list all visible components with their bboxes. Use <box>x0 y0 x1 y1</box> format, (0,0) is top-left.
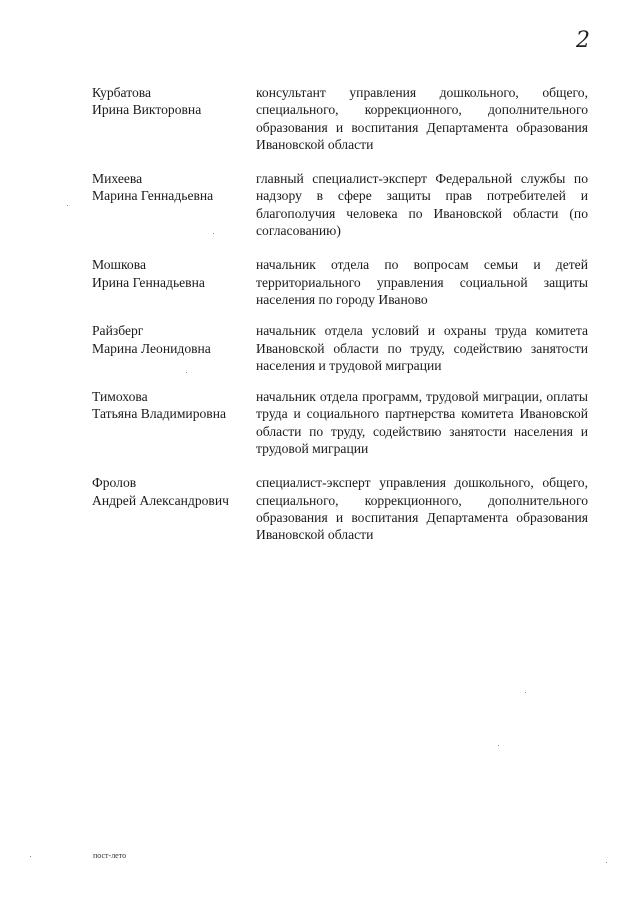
member-name <box>92 84 256 153</box>
scan-speck <box>525 692 526 693</box>
scan-speck <box>606 862 607 863</box>
member-name <box>92 170 256 239</box>
member-surname: Тимохова <box>92 389 148 405</box>
members-list <box>92 84 588 561</box>
member-surname: Мошкова <box>92 257 146 273</box>
member-entry <box>92 474 588 543</box>
member-entry <box>92 322 588 374</box>
member-surname: Райзберг <box>92 323 144 339</box>
member-name <box>92 388 256 457</box>
page-number: 2 <box>576 28 590 53</box>
member-entry <box>92 170 588 239</box>
member-role: начальник отдела условий и охраны труда комитета Ивановской области по труду, содействию занятости населения и трудовой миграции <box>256 323 588 373</box>
member-given-names: Марина Леонидовна <box>92 340 211 356</box>
member-role: консультант управления дошкольного, общего, специального, коррекционного, дополнительного образования и воспитания Департамента образования Ивановской области <box>256 85 588 152</box>
member-name <box>92 256 256 308</box>
scan-speck <box>186 372 187 373</box>
member-entry <box>92 388 588 457</box>
member-given-names: Ирина Викторовна <box>92 102 202 118</box>
member-given-names: Марина Геннадьевна <box>92 188 214 204</box>
member-surname: Михеева <box>92 171 143 187</box>
footer-document-code: пост-лето <box>93 851 127 860</box>
member-given-names: Татьяна Владимировна <box>92 406 227 422</box>
member-role: специалист-эксперт управления дошкольного, общего, специального, коррекционного, дополнительного образования и воспитания Департамента образования Ивановской области <box>256 475 588 543</box>
member-role: начальник отдела программ, трудовой миграции, оплаты труда и социального партнерства комитета Ивановской области по труду, содействию занятости населения и трудовой миграции <box>256 389 588 457</box>
member-role: начальник отдела по вопросам семьи и детей территориального управления социальной защиты населения по городу Иваново <box>256 257 588 307</box>
member-given-names: Ирина Геннадьевна <box>92 274 205 290</box>
member-role: главный специалист-эксперт Федеральной службы по надзору в сфере защиты прав потребителей и благополучия человека по Ивановской области (по согласованию) <box>256 171 588 239</box>
member-name <box>92 322 256 374</box>
member-entry <box>92 256 588 308</box>
scan-speck <box>213 233 214 234</box>
member-name <box>92 474 256 543</box>
member-surname: Курбатова <box>92 85 152 100</box>
scan-speck <box>67 205 68 206</box>
scan-speck <box>30 856 31 857</box>
member-given-names: Андрей Александрович <box>92 492 229 508</box>
member-entry <box>92 84 588 153</box>
member-surname: Фролов <box>92 475 137 491</box>
scan-speck <box>498 745 499 746</box>
